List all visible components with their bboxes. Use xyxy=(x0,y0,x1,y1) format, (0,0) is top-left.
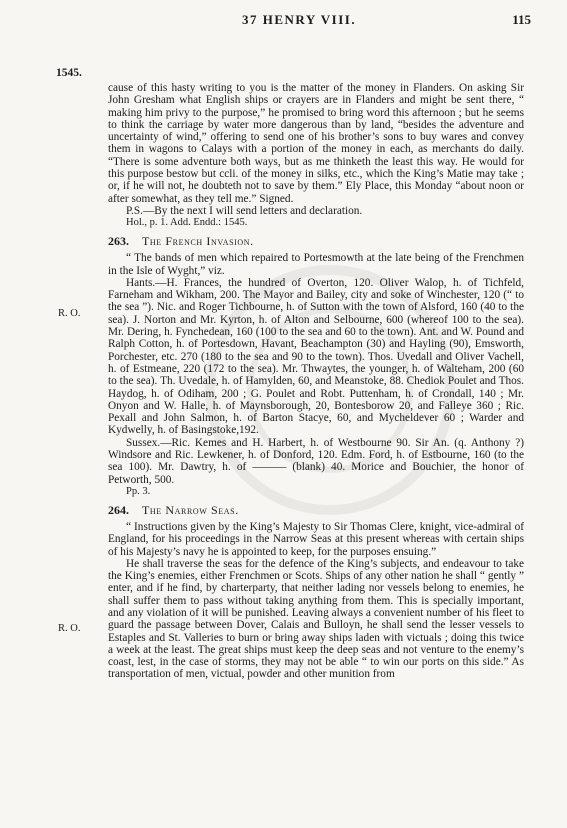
record-office-margin-note-264: R. O. xyxy=(58,623,81,634)
hants-paragraph: Hants.—H. Frances, the hundred of Overton, 120. Oliver Walop, h. of Tichfeld, Farneham and Wikham, 200. The Mayor and Bailey, city and soke of Winchester, 120 (“ to the sea ”). Nic. and Roger Tichbourne, h. of Sutton with the town of Alsford, 160 (40 to the sea). J. Norton and Mr. Kyrton, h. of Alton and Selbourne, 600 (whereof 100 to the sea). Mr. Dering, h. Fynchedean, 160 (100 to the sea and 60 to the town). Ant. and W. Pound and Ralph Cotton, h. of Portesdown, Havant, Beachampton (30) and Hayling (90), Emsworth, Porchester, etc. 270 (180 to the sea and 90 to the town). Thos. Uvedall and Oliver Vachell, h. of Estmeane, 220 (172 to the sea). Mr. Thwaytes, the younger, h. of Walteham, 200 (60 to the sea). Th. Uvedale, h. of Hamylden, 60, and Meanstoke, 88. Chediok Poulet and Thos. Haydog, h. of Odiham, 200 ; G. Poulet and Robt. Puttenham, h. of Crondall, 140 ; Mr. Onyon and W. Halle, h. of Maynsborough, 20, Bontesborow 20, and Falleye 360 ; Ric. Pexall and John Salmon, h. of Barton Stacye, 60, and Mycheldever 60 ; Warder and Kydwelly, h. of Basingstoke,192. xyxy=(108,276,524,437)
section-heading-264 xyxy=(108,504,524,517)
section-number: 264. xyxy=(108,502,129,517)
letter-paragraph: cause of this hasty writing to you is the matter of the money in Flanders. On asking Sir John Gresham what English ships or crayers are in Flanders and might be sent there, “ making him privy to the purpose,” he promised to bring word this afternoon ; but he seems to think the carriage by water more dangerous than by land, “besides the adventure and uncertainty of wind,” offering to send one of his brother’s sons to buy wares and convey them in wagons to Calays with a portion of the money in each, as merchants do daily. “There is some adventure both ways, but as me thinketh the least this way. He would for this purpose bestow but ccli. of the money in silks, etc., which the King’s Matie may take ; or, if he will not, he doubteth not to save by them.” Ely Place, this Monday “about noon or after somewhat, as they tell me.” Signed. xyxy=(108,82,524,205)
section-intro: “ Instructions given by the King’s Majesty to Sir Thomas Clere, knight, vice-admiral of England, for his proceedings in the Narrow Seas at this present whereas with certain ships of his Majesty’s navy he is appointed to keep, for the purposes ensuing.” xyxy=(108,520,524,558)
section-title: The French Invasion. xyxy=(142,234,254,249)
section-heading-263 xyxy=(108,235,524,248)
running-title: 37 HENRY VIII. xyxy=(242,12,357,27)
letter-postscript: P.S.—By the next I will send letters and declaration. xyxy=(126,204,363,217)
page-body xyxy=(108,82,524,681)
page-number: 115 xyxy=(512,12,531,27)
record-office-margin-note-263: R. O. xyxy=(58,308,81,319)
section-number: 263. xyxy=(108,234,129,249)
page-header xyxy=(0,8,567,30)
sussex-paragraph: Sussex.—Ric. Kemes and H. Harbert, h. of Westbourne 90. Sir An. (q. Anthony ?) Windsore and Ric. Lewkener, h. of Donford, 120. Edm. Ford, h. of Estbourne, 160 (to the sea 100). Mr. Dawtry, h. of ——— (blank) 40. Morice and Bouchier, the honor of Petworth, 500. xyxy=(108,436,524,486)
letter-description: Hol., p. 1. Add. Endd.: 1545. xyxy=(126,217,248,229)
section-intro: “ The bands of men which repaired to Portesmowth at the late being of the Frenchmen in the Isle of Wyght,” viz. xyxy=(108,252,524,277)
section-title: The Narrow Seas. xyxy=(142,502,239,517)
pages-note: Pp. 3. xyxy=(126,485,151,497)
instructions-paragraph: He shall traverse the seas for the defence of the King’s subjects, and endeavour to take the King’s enemies, either Frenchmen or Scots. Ships of any other nation he shall “ gently ” enter, and if he find, by charterparty, that neither lading nor vessels belong to enemies, he shall suffer them to pass without taking anything from them. This is specially important, and any violation of it will be punished. Leaving always a convenient number of his fleet to guard the passage between Dover, Calais and Bulloyn, he shall send the lesser vessels to Estaples and St. Valleries to burn or bring away ships laden with victuals ; doing this twice a week at the least. The great ships must keep the deep seas and not venture to the enemy’s coast, lest, in the case of storms, they may not be able “ to win our ports on this side.” As transportation of men, victual, powder and other munition from xyxy=(108,557,524,681)
year-marginal-note: 1545. xyxy=(56,67,82,79)
